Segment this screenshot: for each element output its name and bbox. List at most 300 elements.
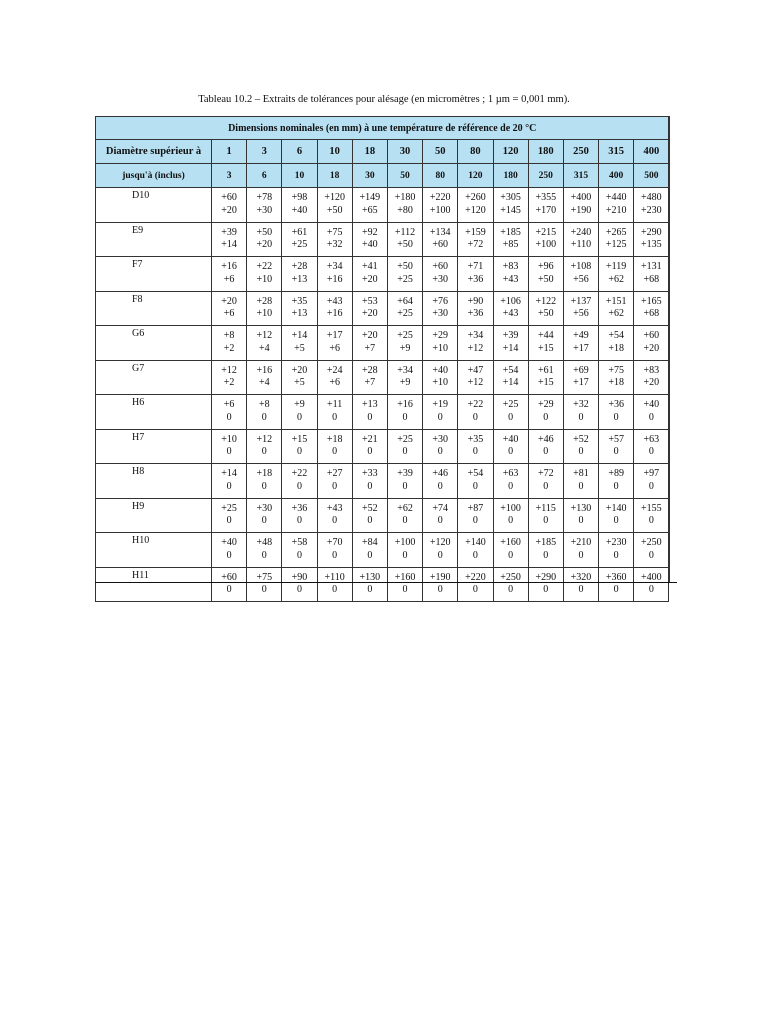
lower-deviation: 0 — [226, 411, 232, 423]
tolerance-cell — [247, 291, 282, 326]
tolerance-cell — [634, 326, 669, 361]
upper-deviation: +112 — [394, 226, 416, 238]
lower-deviation: +2 — [223, 377, 235, 389]
tolerance-cell — [493, 222, 528, 257]
tolerance-cell — [317, 429, 352, 464]
lower-deviation: 0 — [472, 480, 478, 492]
tolerance-cell — [282, 257, 317, 292]
upper-deviation: +21 — [362, 433, 378, 445]
upper-deviation: +480 — [641, 192, 662, 204]
tolerance-cell — [352, 567, 387, 602]
tolerance-cell — [212, 498, 247, 533]
upper-deviation: +28 — [291, 261, 308, 273]
upper-deviation: +87 — [467, 502, 484, 514]
lower-deviation: +62 — [608, 273, 624, 285]
tolerance-cell — [493, 291, 528, 326]
tolerance-cell — [493, 533, 528, 568]
upper-deviation: +40 — [221, 537, 237, 549]
header-to-value: 400 — [599, 164, 634, 188]
lower-deviation: 0 — [508, 411, 514, 423]
lower-deviation: 0 — [578, 411, 584, 423]
lower-deviation: +10 — [432, 342, 449, 354]
lower-deviation: +15 — [537, 377, 554, 389]
tolerance-cell — [563, 464, 598, 499]
upper-deviation: +14 — [221, 468, 237, 480]
header-label-to: jusqu'à (inclus) — [96, 164, 212, 188]
tolerance-cell — [528, 567, 563, 602]
tolerance-cell — [493, 360, 528, 395]
lower-deviation: 0 — [578, 446, 584, 458]
upper-deviation: +24 — [326, 364, 343, 376]
header-to-value: 315 — [563, 164, 598, 188]
upper-deviation: +19 — [432, 399, 449, 411]
lower-deviation: +120 — [465, 204, 486, 216]
upper-deviation: +220 — [465, 571, 486, 583]
lower-deviation: 0 — [472, 411, 478, 423]
header-label-from: Diamètre supérieur à — [96, 140, 212, 164]
header-to-value: 500 — [634, 164, 669, 188]
tolerance-cell — [212, 291, 247, 326]
tolerance-cell — [458, 291, 493, 326]
tolerance-cell — [212, 188, 247, 223]
upper-deviation: +50 — [256, 226, 273, 238]
lower-deviation: +18 — [608, 377, 624, 389]
lower-deviation: 0 — [543, 446, 549, 458]
lower-deviation: +6 — [329, 342, 340, 354]
lower-deviation: +190 — [570, 204, 592, 216]
tolerance-cell — [599, 188, 634, 223]
table-row — [96, 533, 669, 568]
tolerance-cell — [212, 533, 247, 568]
tolerance-cell — [423, 291, 458, 326]
tolerance-cell — [423, 360, 458, 395]
tolerance-cell — [634, 291, 669, 326]
tolerance-cell — [247, 533, 282, 568]
tolerance-cell — [387, 429, 422, 464]
tolerance-cell — [352, 498, 387, 533]
tolerance-cell — [317, 326, 352, 361]
tolerance-cell — [387, 257, 422, 292]
tolerance-cell — [458, 222, 493, 257]
tolerance-cell — [282, 222, 317, 257]
lower-deviation: 0 — [437, 480, 443, 492]
upper-deviation: +115 — [535, 502, 556, 514]
header-from-value: 315 — [599, 140, 634, 164]
upper-deviation: +265 — [605, 226, 627, 238]
upper-deviation: +39 — [397, 468, 413, 480]
upper-deviation: +190 — [429, 571, 451, 583]
tolerance-cell — [634, 429, 669, 464]
header-from-value: 250 — [563, 140, 598, 164]
tolerance-cell — [317, 291, 352, 326]
tolerance-cell — [634, 222, 669, 257]
tolerance-cell — [634, 498, 669, 533]
upper-deviation: +52 — [573, 433, 589, 445]
tolerance-cell — [528, 291, 563, 326]
lower-deviation: 0 — [613, 411, 619, 423]
upper-deviation: +210 — [570, 537, 592, 549]
tolerance-cell — [352, 326, 387, 361]
tolerance-cell — [247, 326, 282, 361]
upper-deviation: +8 — [258, 399, 270, 411]
lower-deviation: 0 — [648, 480, 654, 492]
lower-deviation: +50 — [397, 239, 413, 251]
upper-deviation: +20 — [362, 330, 378, 342]
lower-deviation: +12 — [467, 342, 484, 354]
tolerance-cell — [528, 222, 563, 257]
upper-deviation: +16 — [397, 399, 413, 411]
lower-deviation: +16 — [326, 308, 343, 320]
upper-deviation: +75 — [256, 571, 273, 583]
upper-deviation: +92 — [362, 226, 378, 238]
upper-deviation: +35 — [467, 433, 484, 445]
header-to-value: 250 — [528, 164, 563, 188]
tolerance-cell — [493, 257, 528, 292]
tolerance-cell — [352, 395, 387, 430]
table-row — [96, 429, 669, 464]
tolerance-cell — [282, 429, 317, 464]
upper-deviation: +48 — [256, 537, 273, 549]
table-row — [96, 326, 669, 361]
tolerance-cell — [212, 360, 247, 395]
tolerance-cell — [352, 464, 387, 499]
upper-deviation: +140 — [465, 537, 486, 549]
header-from-value: 10 — [317, 140, 352, 164]
lower-deviation: +40 — [362, 239, 378, 251]
lower-deviation: 0 — [261, 480, 267, 492]
upper-deviation: +30 — [256, 502, 273, 514]
upper-deviation: +72 — [537, 468, 554, 480]
upper-deviation: +165 — [641, 295, 662, 307]
upper-deviation: +100 — [394, 537, 416, 549]
tolerance-cell — [352, 360, 387, 395]
tolerance-cell — [563, 533, 598, 568]
header-to-value: 10 — [282, 164, 317, 188]
upper-deviation: +260 — [465, 192, 486, 204]
lower-deviation: 0 — [578, 549, 584, 561]
tolerance-cell — [352, 533, 387, 568]
lower-deviation: +43 — [502, 273, 519, 285]
lower-deviation: +135 — [641, 239, 662, 251]
tolerance-cell — [247, 498, 282, 533]
tolerance-cell — [563, 222, 598, 257]
table-row — [96, 567, 669, 602]
upper-deviation: +34 — [467, 330, 484, 342]
upper-deviation: +78 — [256, 192, 273, 204]
tolerance-cell — [247, 567, 282, 602]
upper-deviation: +63 — [643, 433, 660, 445]
header-from-value: 6 — [282, 140, 317, 164]
lower-deviation: +68 — [643, 273, 660, 285]
lower-deviation: +14 — [502, 377, 519, 389]
upper-deviation: +40 — [502, 433, 519, 445]
upper-deviation: +46 — [432, 468, 449, 480]
lower-deviation: +13 — [291, 308, 308, 320]
lower-deviation: +43 — [502, 308, 519, 320]
lower-deviation: 0 — [226, 549, 232, 561]
header-to-value: 80 — [423, 164, 458, 188]
upper-deviation: +160 — [500, 537, 521, 549]
lower-deviation: +9 — [399, 342, 411, 354]
tolerance-cell — [317, 360, 352, 395]
upper-deviation: +14 — [291, 330, 308, 342]
lower-deviation: 0 — [226, 584, 232, 596]
lower-deviation: 0 — [472, 549, 478, 561]
upper-deviation: +64 — [397, 295, 413, 307]
lower-deviation: +62 — [608, 308, 624, 320]
lower-deviation: 0 — [613, 515, 619, 527]
tolerance-cell — [458, 188, 493, 223]
tolerance-cell — [352, 429, 387, 464]
upper-deviation: +61 — [291, 226, 308, 238]
upper-deviation: +290 — [535, 571, 557, 583]
header-to-value: 180 — [493, 164, 528, 188]
tolerance-cell — [352, 291, 387, 326]
lower-deviation: 0 — [648, 446, 654, 458]
lower-deviation: 0 — [402, 411, 408, 423]
upper-deviation: +100 — [500, 502, 521, 514]
lower-deviation: +15 — [537, 342, 554, 354]
lower-deviation: 0 — [578, 515, 584, 527]
lower-deviation: +85 — [502, 239, 519, 251]
lower-deviation: +100 — [429, 204, 451, 216]
tolerance-cell — [634, 464, 669, 499]
lower-deviation: 0 — [648, 515, 654, 527]
tolerance-cell — [317, 222, 352, 257]
tolerance-cell — [458, 533, 493, 568]
header-to-value: 50 — [387, 164, 422, 188]
upper-deviation: +25 — [502, 399, 519, 411]
tolerance-cell — [317, 188, 352, 223]
upper-deviation: +119 — [606, 261, 627, 273]
upper-deviation: +43 — [326, 295, 343, 307]
tolerance-cell — [599, 464, 634, 499]
upper-deviation: +96 — [537, 261, 554, 273]
upper-deviation: +47 — [467, 364, 484, 376]
lower-deviation: +50 — [537, 273, 554, 285]
upper-deviation: +215 — [535, 226, 557, 238]
lower-deviation: +6 — [329, 377, 340, 389]
lower-deviation: 0 — [578, 584, 584, 596]
upper-deviation: +137 — [570, 295, 592, 307]
tolerance-cell — [247, 395, 282, 430]
upper-deviation: +58 — [291, 537, 308, 549]
lower-deviation: +2 — [223, 342, 235, 354]
table-row — [96, 464, 669, 499]
upper-deviation: +290 — [641, 226, 662, 238]
header-from-value: 18 — [352, 140, 387, 164]
tolerance-class-label: D10 — [96, 188, 212, 223]
lower-deviation: +68 — [643, 308, 660, 320]
upper-deviation: +53 — [362, 295, 378, 307]
tolerance-cell — [387, 533, 422, 568]
lower-deviation: +10 — [432, 377, 449, 389]
lower-deviation: 0 — [543, 515, 549, 527]
lower-deviation: +7 — [364, 342, 376, 354]
lower-deviation: +20 — [362, 273, 378, 285]
tolerance-cell — [212, 222, 247, 257]
lower-deviation: +10 — [256, 273, 273, 285]
tolerance-cell — [563, 188, 598, 223]
lower-deviation: 0 — [648, 584, 654, 596]
lower-deviation: +14 — [221, 239, 237, 251]
lower-deviation: +65 — [362, 204, 378, 216]
tolerance-cell — [493, 395, 528, 430]
lower-deviation: +56 — [573, 308, 589, 320]
upper-deviation: +12 — [221, 364, 237, 376]
lower-deviation: +20 — [362, 308, 378, 320]
lower-deviation: +30 — [256, 204, 273, 216]
tolerance-cell — [317, 395, 352, 430]
tolerance-cell — [352, 222, 387, 257]
lower-deviation: 0 — [296, 480, 302, 492]
lower-deviation: 0 — [332, 411, 338, 423]
upper-deviation: +355 — [535, 192, 557, 204]
upper-deviation: +76 — [432, 295, 449, 307]
tolerance-cell — [599, 360, 634, 395]
upper-deviation: +89 — [608, 468, 624, 480]
lower-deviation: 0 — [296, 584, 302, 596]
lower-deviation: 0 — [613, 549, 619, 561]
lower-deviation: 0 — [261, 549, 267, 561]
tolerance-cell — [599, 429, 634, 464]
tolerance-cell — [423, 257, 458, 292]
upper-deviation: +46 — [537, 433, 554, 445]
lower-deviation: 0 — [367, 411, 373, 423]
lower-deviation: 0 — [261, 584, 267, 596]
tolerance-cell — [493, 326, 528, 361]
lower-deviation: +230 — [641, 204, 662, 216]
tolerance-cell — [387, 498, 422, 533]
lower-deviation: 0 — [402, 584, 408, 596]
upper-deviation: +60 — [221, 192, 237, 204]
upper-deviation: +140 — [605, 502, 627, 514]
lower-deviation: 0 — [332, 446, 338, 458]
lower-deviation: 0 — [543, 480, 549, 492]
upper-deviation: +120 — [429, 537, 451, 549]
table-row — [96, 360, 669, 395]
upper-deviation: +39 — [221, 226, 237, 238]
upper-deviation: +61 — [537, 364, 554, 376]
tolerance-cell — [423, 395, 458, 430]
tolerance-cell — [634, 533, 669, 568]
lower-deviation: +30 — [432, 273, 449, 285]
tolerance-class-label: H11 — [96, 567, 212, 602]
header-from-value: 120 — [493, 140, 528, 164]
lower-deviation: +5 — [294, 342, 305, 354]
tolerance-cell — [493, 498, 528, 533]
upper-deviation: +43 — [326, 502, 343, 514]
tolerance-cell — [528, 326, 563, 361]
lower-deviation: 0 — [648, 411, 654, 423]
lower-deviation: 0 — [402, 515, 408, 527]
upper-deviation: +131 — [641, 261, 662, 273]
upper-deviation: +108 — [570, 261, 592, 273]
lower-deviation: 0 — [332, 515, 338, 527]
upper-deviation: +440 — [605, 192, 627, 204]
upper-deviation: +83 — [502, 261, 519, 273]
tolerance-cell — [423, 222, 458, 257]
upper-deviation: +98 — [291, 192, 308, 204]
upper-deviation: +54 — [502, 364, 519, 376]
upper-deviation: +22 — [256, 261, 273, 273]
lower-deviation: 0 — [402, 480, 408, 492]
tolerance-cell — [599, 291, 634, 326]
tolerance-cell — [282, 464, 317, 499]
lower-deviation: 0 — [367, 446, 373, 458]
upper-deviation: +39 — [502, 330, 519, 342]
tolerance-cell — [528, 188, 563, 223]
tolerance-cell — [387, 464, 422, 499]
lower-deviation: 0 — [613, 480, 619, 492]
tolerance-cell — [493, 188, 528, 223]
tolerance-cell — [387, 360, 422, 395]
upper-deviation: +220 — [429, 192, 451, 204]
tolerance-cell — [247, 360, 282, 395]
upper-deviation: +6 — [223, 399, 235, 411]
tolerance-cell — [599, 395, 634, 430]
lower-deviation: +25 — [397, 273, 413, 285]
upper-deviation: +400 — [570, 192, 592, 204]
lower-deviation: 0 — [367, 515, 373, 527]
tolerance-cell — [282, 567, 317, 602]
lower-deviation: 0 — [543, 411, 549, 423]
lower-deviation: +20 — [221, 204, 237, 216]
upper-deviation: +151 — [605, 295, 627, 307]
lower-deviation: +170 — [535, 204, 557, 216]
tolerance-cell — [282, 533, 317, 568]
lower-deviation: 0 — [367, 480, 373, 492]
upper-deviation: +60 — [643, 330, 660, 342]
lower-deviation: +125 — [605, 239, 627, 251]
table-row — [96, 291, 669, 326]
lower-deviation: 0 — [543, 584, 549, 596]
upper-deviation: +360 — [605, 571, 627, 583]
upper-deviation: +50 — [397, 261, 413, 273]
upper-deviation: +52 — [362, 502, 378, 514]
upper-deviation: +230 — [605, 537, 627, 549]
tolerance-class-label: H6 — [96, 395, 212, 430]
lower-deviation: 0 — [437, 549, 443, 561]
lower-deviation: +145 — [500, 204, 521, 216]
tolerance-cell — [317, 257, 352, 292]
upper-deviation: +16 — [256, 364, 273, 376]
upper-deviation: +90 — [467, 295, 484, 307]
lower-deviation: +56 — [573, 273, 589, 285]
upper-deviation: +10 — [221, 433, 237, 445]
lower-deviation: +40 — [291, 204, 308, 216]
upper-deviation: +54 — [467, 468, 484, 480]
tolerance-cell — [212, 395, 247, 430]
upper-deviation: +69 — [573, 364, 589, 376]
lower-deviation: +25 — [291, 239, 308, 251]
upper-deviation: +320 — [570, 571, 592, 583]
upper-deviation: +130 — [359, 571, 381, 583]
header-from-value: 80 — [458, 140, 493, 164]
lower-deviation: 0 — [367, 584, 373, 596]
tolerance-cell — [528, 533, 563, 568]
tolerance-cell — [387, 222, 422, 257]
tolerance-cell — [599, 257, 634, 292]
lower-deviation: +4 — [258, 377, 270, 389]
tolerance-cell — [387, 395, 422, 430]
tolerance-cell — [212, 257, 247, 292]
upper-deviation: +36 — [608, 399, 624, 411]
lower-deviation: 0 — [226, 480, 232, 492]
header-from-value: 3 — [247, 140, 282, 164]
table-caption: Tableau 10.2 – Extraits de tolérances pour alésage (en micromètres ; 1 µm = 0,001 mm). — [198, 94, 570, 105]
lower-deviation: +36 — [467, 273, 484, 285]
